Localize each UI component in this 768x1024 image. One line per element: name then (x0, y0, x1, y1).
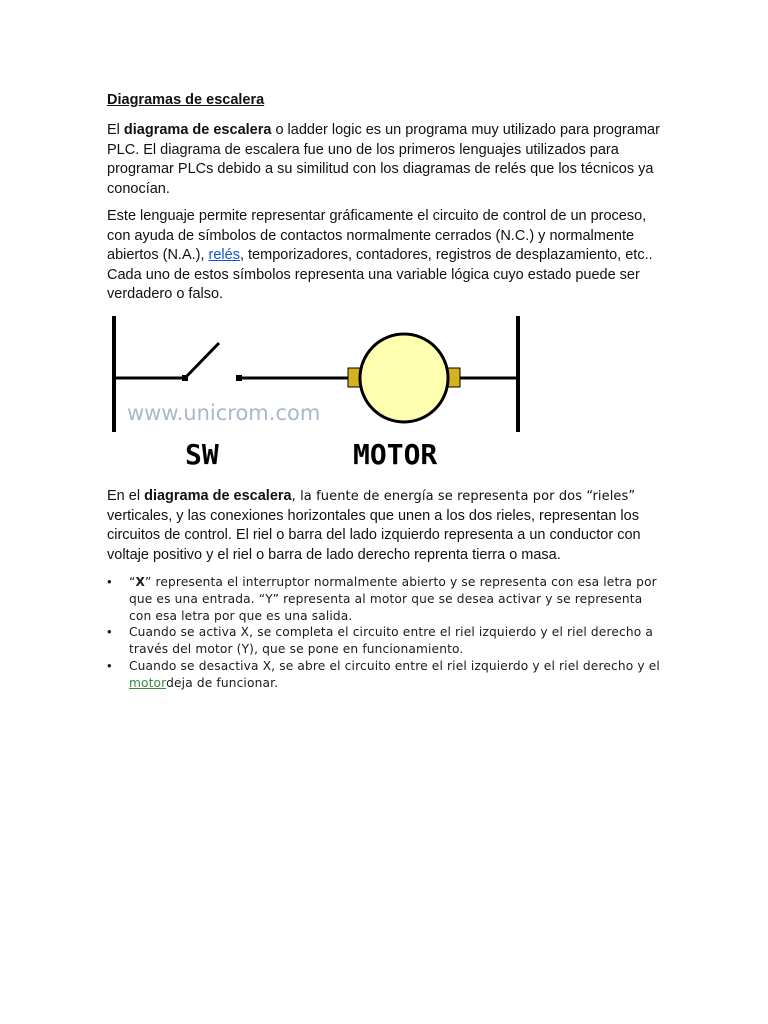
list-item-text: deja de funcionar. (166, 675, 279, 690)
paragraph-text: Este lenguaje permite representar gráficamente el circuito de control de un proceso, con ayuda de símbolos de contactos normalmente cerrados (N.C.) y normalmente abiertos (N.A.), (107, 208, 647, 263)
paragraph-text: , temporizadores, contadores, registros de desplazamiento, etc.. Cada uno de estos símbolos representa una variable lógica cuyo estado puede ser verdadero o falso. (107, 247, 653, 302)
reles-link[interactable]: relés (208, 247, 240, 263)
paragraph-text: , la fuente de energía se representa por dos “rieles” (291, 489, 636, 504)
bullet-dot: • (107, 657, 112, 673)
bullet-dot: • (107, 624, 112, 640)
bold-term: diagrama de escalera (144, 488, 292, 504)
ladder-diagram (105, 312, 535, 477)
paragraph-intro (107, 121, 667, 199)
paragraph-language (107, 207, 667, 305)
bullet-dot: • (107, 574, 112, 589)
list-item-text: Cuando se activa X, se completa el circuito entre el riel izquierdo y el riel derecho a través del motor (Y), que se pone en funcionamiento. (129, 625, 653, 657)
list-item-text: ” representa el interruptor normalmente abierto y se representa con esa letra por que es una entrada. “Y” representa al motor que se desea activar y se representa con esa letra por que es una salida. (129, 575, 657, 623)
motor-link[interactable]: motor (129, 675, 167, 690)
watermark-text: www.unicrom.com (127, 401, 321, 425)
motor-circle (360, 334, 448, 422)
list-item (107, 624, 667, 658)
paragraph-text: verticales, y las conexiones horizontales que unen a los dos rieles, representan los circuitos de control. El riel o barra del lado izquierdo representa a un conductor con voltaje positivo y el riel o barra de lado derecho reprenta tierra o masa. (107, 507, 641, 563)
paragraph-rails (107, 487, 667, 565)
list-item (107, 658, 667, 692)
list-item-text: Cuando se desactiva X, se abre el circuito entre el riel izquierdo y el riel derecho y el (129, 658, 660, 673)
paragraph-text: En el (107, 488, 145, 504)
switch-arm (185, 343, 219, 378)
bold-term: X (135, 575, 146, 589)
bullet-list (107, 574, 667, 692)
page-title: Diagramas de escalera (107, 92, 265, 108)
list-item (107, 574, 667, 624)
paragraph-text: o ladder logic es un programa muy utilizado para programar PLC. El diagrama de escalera fue uno de los primeros lenguajes utilizados para programar PLCs debido a su similitud con los diagramas de relés que los técnicos ya conocían. (107, 122, 660, 197)
motor-label: MOTOR (353, 438, 438, 471)
bold-term: diagrama de escalera (123, 122, 272, 138)
list-item-text: “ (129, 575, 136, 589)
sw-label: SW (185, 438, 219, 471)
paragraph-text: El (107, 122, 124, 138)
